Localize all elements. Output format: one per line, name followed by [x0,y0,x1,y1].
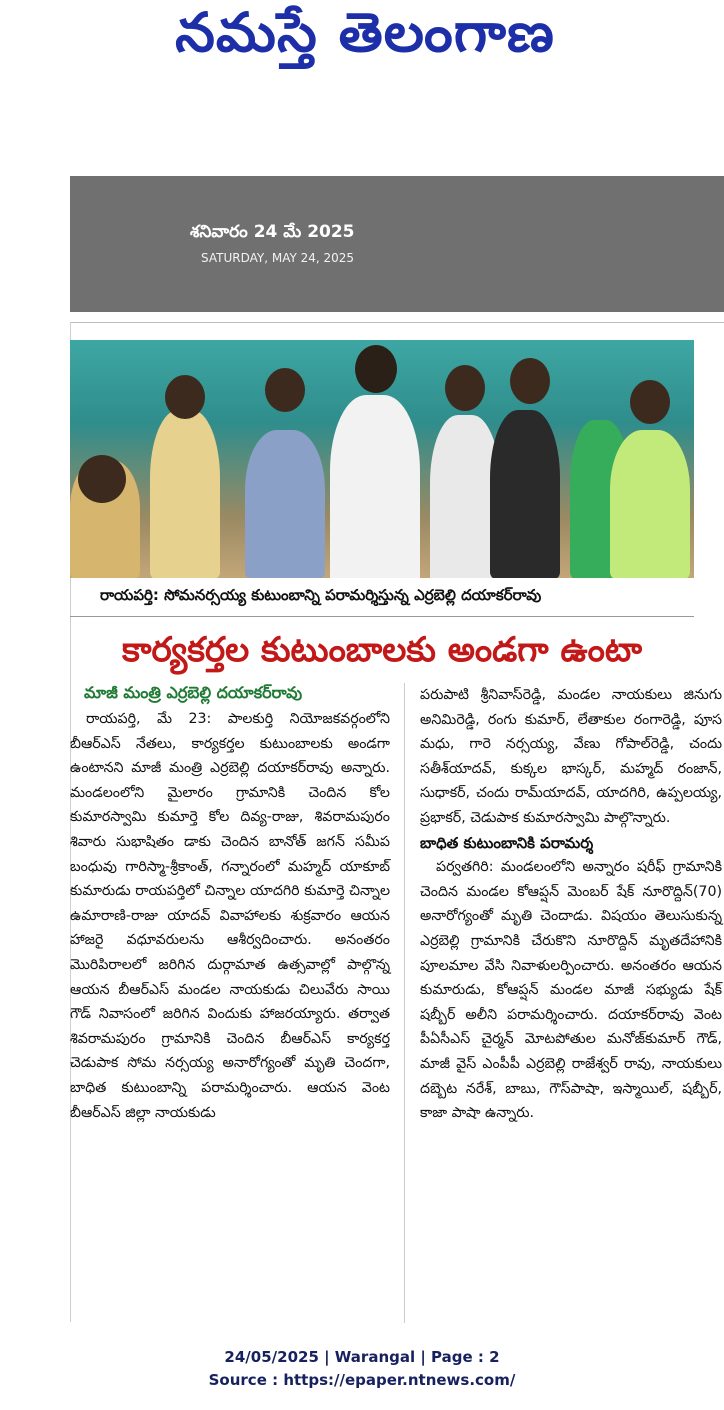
date-band [70,176,724,312]
article-column-right [420,683,722,1126]
divider-top [70,322,724,323]
caption-divider [70,616,694,617]
footer-meta: 24/05/2025 | Warangal | Page : 2 [224,1348,500,1366]
article-paragraph: పరుపాటి శ్రీనివాస్‌రెడ్డి, మండల నాయకులు జినుగు అనిమిరెడ్డి, రంగు కుమార్, లేతాకుల రంగారెడ్డి, పూస మధు, గారె నర్సయ్య, వేణు గోపాల్‌రెడ్డి, చందు సతీశ్‌యాదవ్, కుక్కల భాస్కర్, మహ్మద్ రంజాన్, సుధాకర్, చందు రామ్‌యాదవ్, యాదగిరి, ఉప్పలయ్య, ప్రభాకర్, చెడుపాక కుమారస్వామి పాల్గొన్నారు. [420,687,722,826]
footer-source-link[interactable]: Source : https://epaper.ntnews.com/ [208,1371,516,1389]
article-column-left [70,707,390,1125]
news-photo [70,340,694,578]
photo-caption: రాయపర్తి: సోమనర్సయ్య కుటుంబాన్ని పరామర్శిస్తున్న ఎర్రబెల్లి దయాకర్‌రావు [100,586,542,604]
date-english: SATURDAY, MAY 24, 2025 [201,251,355,265]
article-paragraph: రాయపర్తి, మే 23: పాలకుర్తి నియోజకవర్గంలోని బీఆర్‌ఎస్ నేతలు, కార్యకర్తల కుటుంబాలకు అండగా ఉంటానని మాజీ మంత్రి ఎర్రబెల్లి దయాకర్‌రావు అన్నారు. మండలంలోని మైలారం గ్రామానికి చెందిన కోల కుమారస్వామి కుమార్తె కోల దివ్య-రాజు, శివరామపురం శివారు సుభాషితం డాకు చెందిన బానోత్ జగన్ సమీప బంధువు గారిస్మా-శ్రీకాంత్, గన్నారంలో మహ్మద్ యాకూబ్ కుమారుడు రాయపర్తిలో చిన్నాల యాదగిరి కుమార్తె చిన్నాల ఉమారాణి-రాజు యాదవ్ వివాహాలకు శుక్రవారం ఆయన హాజరై వధూవరులను ఆశీర్వదించారు. అనంతరం మొరిపిరాలలో జరిగిన దుర్గామాత ఉత్సవాల్లో పాల్గొన్న ఆయన బీఆర్‌ఎస్ మండల నాయకుడు చిలువేరు సాయి గౌడ్ నివాసంలో జరిగిన విందుకు హాజరయ్యారు. తర్వాత శివరామపురం గ్రామానికి చెందిన బీఆర్‌ఎస్ కార్యకర్త చెడుపాక సోమ నర్సయ్య అనారోగ్యంతో మృతి చెందగా, బాధిత కుటుంబాన్ని పరామర్శించారు. ఆయన వెంట బీఆర్‌ఎస్ జిల్లా నాయకుడు [70,711,390,1121]
newspaper-masthead: నమస్తే తెలంగాణ [175,0,555,64]
date-telugu: శనివారం 24 మే 2025 [190,222,355,242]
article-headline: కార్యకర్తల కుటుంబాలకు అండగా ఉంటా [121,630,642,670]
article-subhead: మాజీ మంత్రి ఎర్రబెల్లి దయాకర్‌రావు [84,683,303,702]
article-paragraph: పర్వతగిరి: మండలంలోని అన్నారం షరీఫ్ గ్రామానికి చెందిన మండల కోఆప్షన్ మెంబర్ షేక్ నూరొద్దిన్(70) అనారోగ్యంతో మృతి చెందాడు. విషయం తెలుసుకున్న ఎర్రబెల్లి గ్రామానికి చేరుకొని నూరొద్దిన్ మృతదేహానికి పూలమాల వేసి నివాళులర్పించారు. అనంతరం ఆయన కుమారుడు, కోఆప్షన్ మండల మాజీ సభ్యుడు షేక్ షబ్బీర్ అలీని పరామర్శించారు. దయాకర్‌రావు వెంట పీఏసీఎస్ చైర్మన్ మోటపోతుల మనోజ్‌కుమార్ గౌడ్, మాజీ వైస్ ఎంపీపీ ఎర్రబెల్లి రాజేశ్వర్ రావు, నాయకులు దబ్బెట నరేశ్, బాబు, గౌస్‌పాషా, ఇస్మాయిల్, షబ్బీర్, కాజా పాషా ఉన్నారు. [420,859,722,1122]
article-subheading: బాధిత కుటుంబానికి పరామర్శ [420,833,594,852]
column-divider [404,683,405,1323]
